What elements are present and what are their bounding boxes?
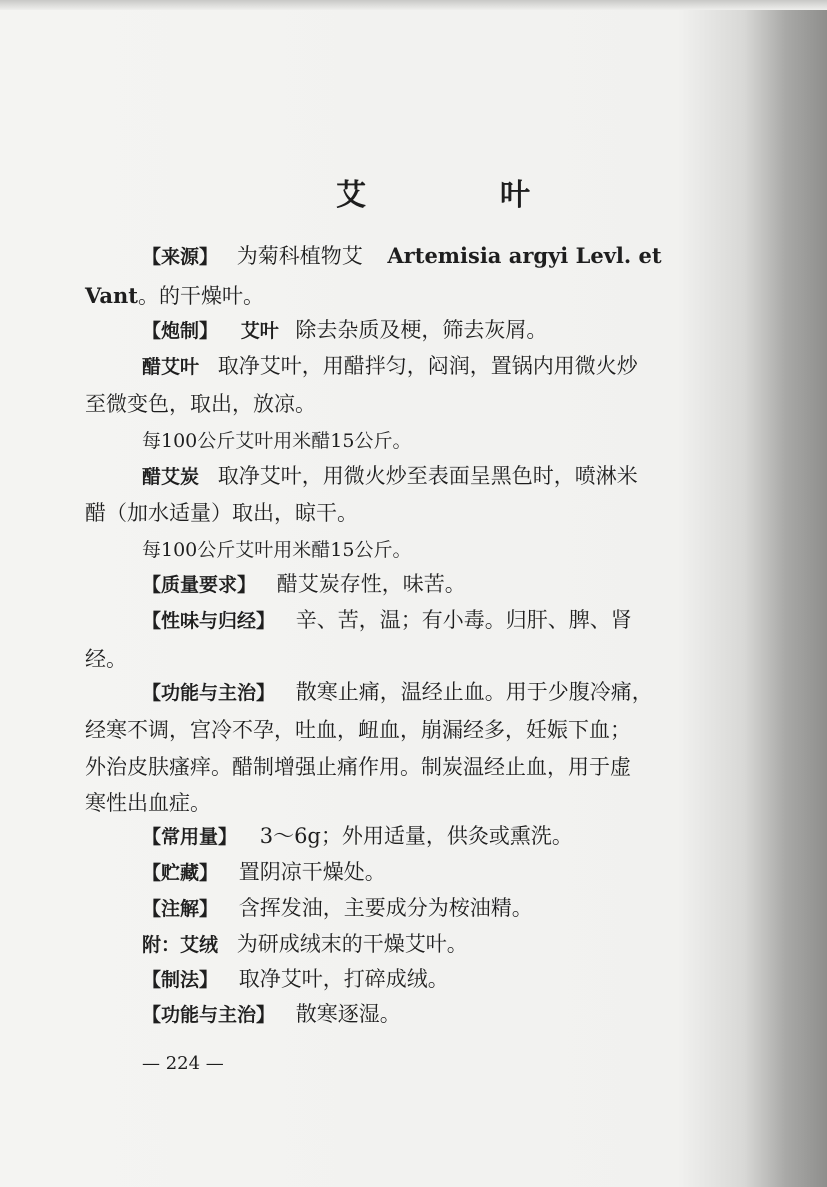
source-label: 【来源】	[142, 246, 219, 268]
functions-label: 【功能与主治】	[142, 682, 276, 704]
vinegar-leaf-text: 取净艾叶，用醋拌匀，闷润，置锅内用微火炒	[217, 354, 638, 378]
processing-label: 【炮制】	[142, 320, 219, 342]
storage-text: 置阴凉干燥处。	[238, 860, 386, 884]
notes-line	[142, 894, 533, 923]
nature-line-2: 经。	[85, 647, 127, 671]
vinegar-leaf-line-1	[142, 352, 638, 381]
quality-line	[142, 570, 466, 599]
appendix-line	[142, 930, 468, 959]
dosage-label: 【常用量】	[142, 826, 238, 848]
source-latin-cont: Vant	[85, 283, 138, 308]
appendix-function-text: 散寒逐湿。	[295, 1002, 401, 1026]
dosage-text: 3～6g；外用适量，供灸或熏洗。	[259, 824, 573, 848]
vinegar-charcoal-line-1	[142, 462, 638, 491]
source-line-1	[142, 242, 662, 271]
functions-line-4: 寒性出血症。	[85, 791, 211, 815]
page-number: — 224 —	[142, 1053, 224, 1074]
appendix-function-label: 【功能与主治】	[142, 1004, 276, 1026]
functions-text: 散寒止痛，温经止血。用于少腹冷痛，	[295, 680, 653, 704]
functions-line-1	[142, 678, 653, 707]
processing-line	[142, 316, 547, 345]
nature-label: 【性味与归经】	[142, 610, 276, 632]
source-line-2	[85, 282, 264, 310]
vinegar-charcoal-name: 醋艾炭	[142, 466, 200, 488]
vinegar-leaf-ratio: 每100公斤艾叶用米醋15公斤。	[142, 430, 412, 452]
vinegar-charcoal-ratio: 每100公斤艾叶用米醋15公斤。	[142, 539, 412, 561]
storage-line	[142, 858, 386, 887]
notes-text: 含挥发油，主要成分为桉油精。	[238, 896, 533, 920]
appendix-method-text: 取净艾叶，打碎成绒。	[238, 967, 449, 991]
appendix-label: 附：艾绒	[142, 934, 219, 956]
quality-text: 醋艾炭存性，味苦。	[276, 572, 466, 596]
appendix-text: 为研成绒末的干燥艾叶。	[236, 932, 468, 956]
vinegar-charcoal-text: 取净艾叶，用微火炒至表面呈黑色时，喷淋米	[217, 464, 638, 488]
appendix-function-line	[142, 1000, 401, 1029]
notes-label: 【注解】	[142, 898, 219, 920]
nature-text: 辛、苦，温；有小毒。归肝、脾、肾	[295, 608, 632, 632]
functions-line-2: 经寒不调，宫冷不孕，吐血，衄血，崩漏经多，妊娠下血；	[85, 718, 631, 742]
source-latin: Artemisia argyi Levl. et	[387, 243, 662, 268]
nature-line-1	[142, 606, 632, 635]
appendix-method-label: 【制法】	[142, 969, 219, 991]
vinegar-leaf-line-2: 至微变色，取出，放凉。	[85, 392, 316, 416]
source-text: 为菊科植物艾	[236, 244, 363, 268]
vinegar-charcoal-line-2: 醋（加水适量）取出，晾干。	[85, 501, 358, 525]
quality-label: 【质量要求】	[142, 574, 257, 596]
functions-line-3: 外治皮肤瘙痒。醋制增强止痛作用。制炭温经止血，用于虚	[85, 755, 631, 779]
processing-item1-name: 艾叶	[240, 320, 279, 342]
storage-label: 【贮藏】	[142, 862, 219, 884]
dosage-line	[142, 822, 573, 851]
appendix-method-line	[142, 965, 449, 994]
source-end: 。的干燥叶。	[137, 284, 264, 308]
vinegar-leaf-name: 醋艾叶	[142, 356, 200, 378]
page-title: 艾 叶	[336, 178, 582, 213]
page-top-shadow	[0, 0, 827, 10]
processing-item1-text: 除去杂质及梗，筛去灰屑。	[295, 318, 548, 342]
